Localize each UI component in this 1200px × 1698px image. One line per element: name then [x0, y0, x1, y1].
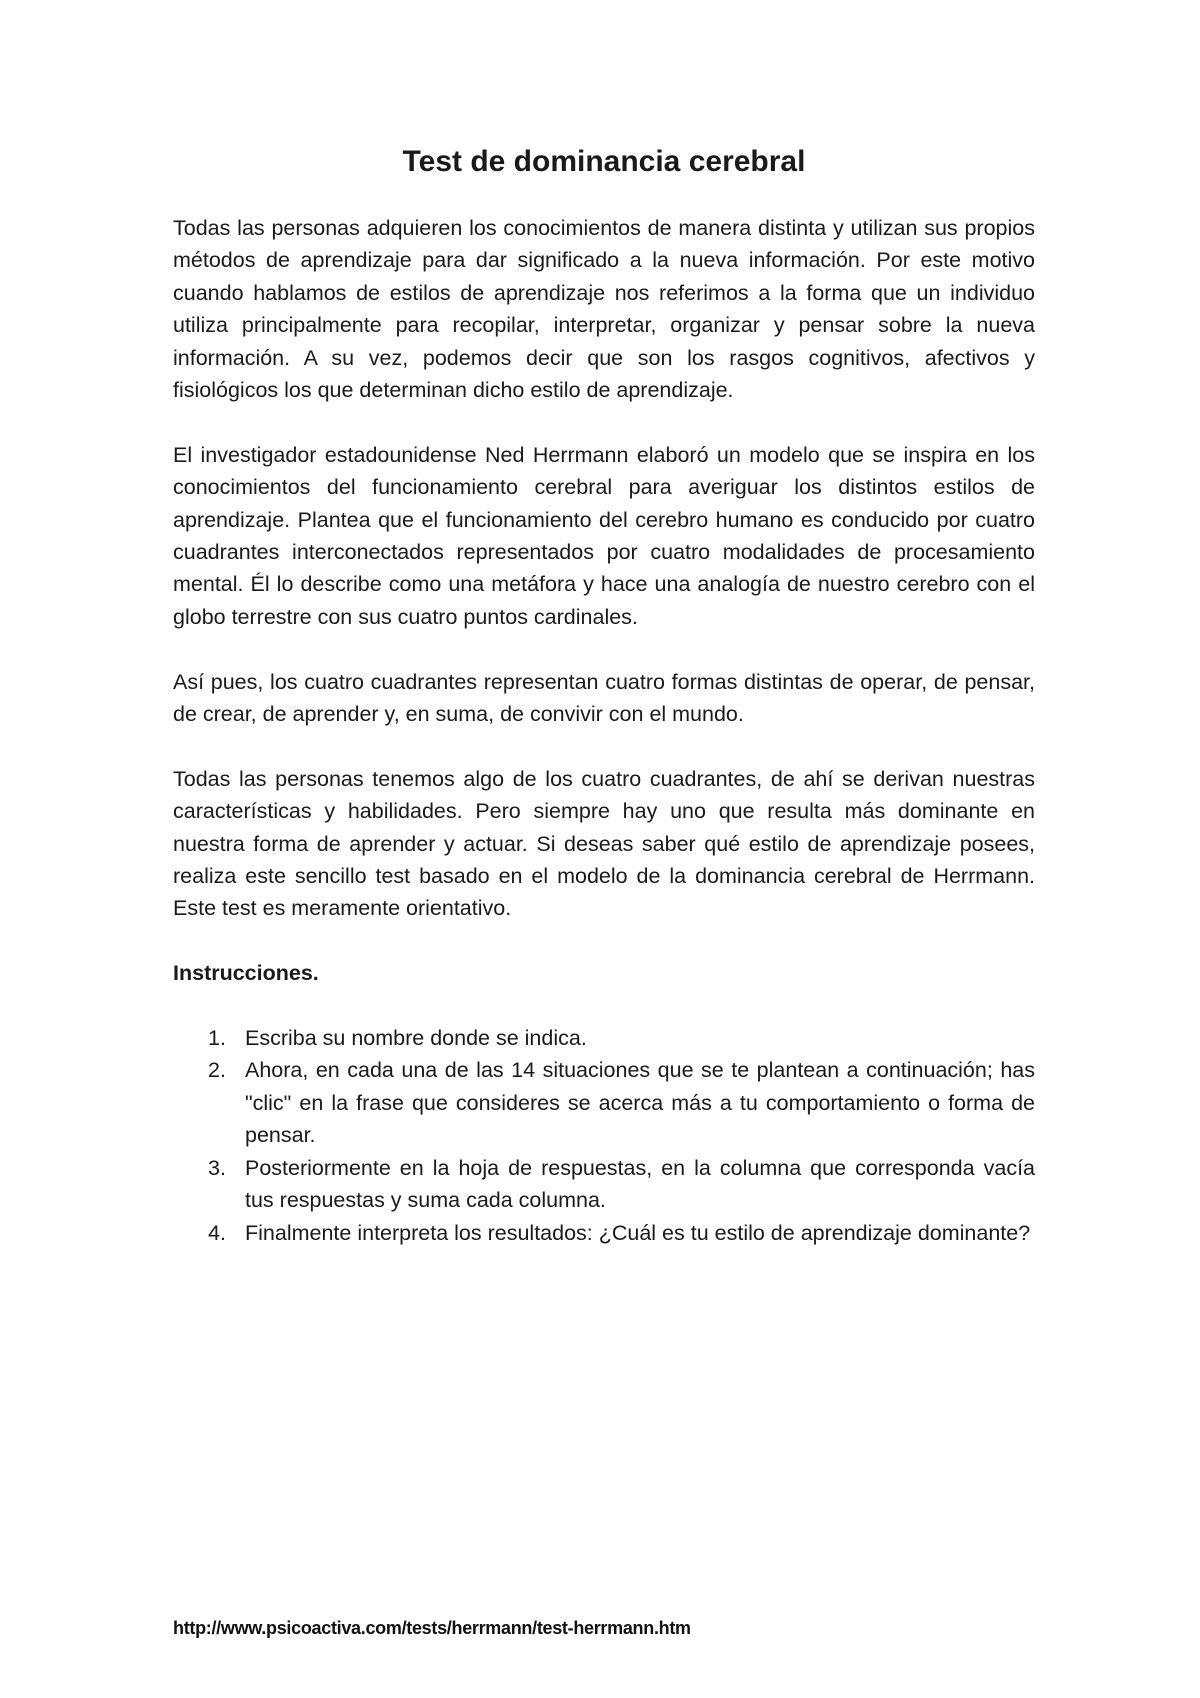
instructions-heading: Instrucciones. [173, 961, 319, 986]
list-item-number: 2. [208, 1058, 226, 1083]
herrmann-model-paragraph: El investigador estadounidense Ned Herrmann elaboró un modelo que se inspira en los conocimientos del funcionamiento cerebral para averiguar los distintos estilos de aprendizaje. Plantea que el funcionamiento del cerebro humano es conducido por cuatro cuadrantes interconectados representados por cuatro modalidades de procesamiento mental. Él lo describe como una metáfora y hace una analogía de nuestro cerebro con el globo terrestre con sus cuatro puntos cardinales. [173, 442, 1035, 629]
list-item-number: 1. [208, 1026, 226, 1051]
test-purpose-paragraph: Todas las personas tenemos algo de los cuatro cuadrantes, de ahí se derivan nuestras características y habilidades. Pero siempre hay uno que resulta más dominante en nuestra forma de aprender y actuar. Si deseas saber qué estilo de aprendizaje posees, realiza este sencillo test basado en el modelo de la dominancia cerebral de Herrmann. Este test es meramente orientativo. [173, 766, 1035, 921]
footer-url: http://www.psicoactiva.com/tests/herrmann/test-herrmann.htm [173, 1618, 691, 1638]
list-item [173, 1217, 1035, 1249]
list-item [173, 1022, 1035, 1054]
list-item-text: Escriba su nombre donde se indica. [245, 1026, 587, 1051]
list-item [173, 1054, 1035, 1151]
list-item-text: Posteriormente en la hoja de respuestas, en la columna que corresponda vacía tus respuestas y suma cada columna. [245, 1155, 1035, 1213]
list-item-number: 3. [208, 1155, 226, 1180]
document-body [173, 212, 1035, 1249]
list-item-text: Finalmente interpreta los resultados: ¿Cuál es tu estilo de aprendizaje dominante? [245, 1220, 1031, 1245]
intro-paragraph: Todas las personas adquieren los conocimientos de manera distinta y utilizan sus propios métodos de aprendizaje para dar significado a la nueva información. Por este motivo cuando hablamos de estilos de aprendizaje nos referimos a la forma que un individuo utiliza principalmente para recopilar, interpretar, organizar y pensar sobre la nueva información. A su vez, podemos decir que son los rasgos cognitivos, afectivos y fisiológicos los que determinan dicho estilo de aprendizaje. [173, 216, 1035, 403]
instructions-list [173, 1022, 1035, 1249]
quadrants-paragraph: Así pues, los cuatro cuadrantes representan cuatro formas distintas de operar, de pensar, de crear, de aprender y, en suma, de convivir con el mundo. [173, 669, 1035, 727]
page-title: Test de dominancia cerebral [402, 145, 806, 178]
list-item-text: Ahora, en cada una de las 14 situaciones que se te plantean a continuación; has "clic" en la frase que consideres se acerca más a tu comportamiento o forma de pensar. [245, 1058, 1035, 1148]
list-item-number: 4. [208, 1220, 226, 1245]
document-page [173, 0, 1035, 1698]
list-item [173, 1152, 1035, 1217]
